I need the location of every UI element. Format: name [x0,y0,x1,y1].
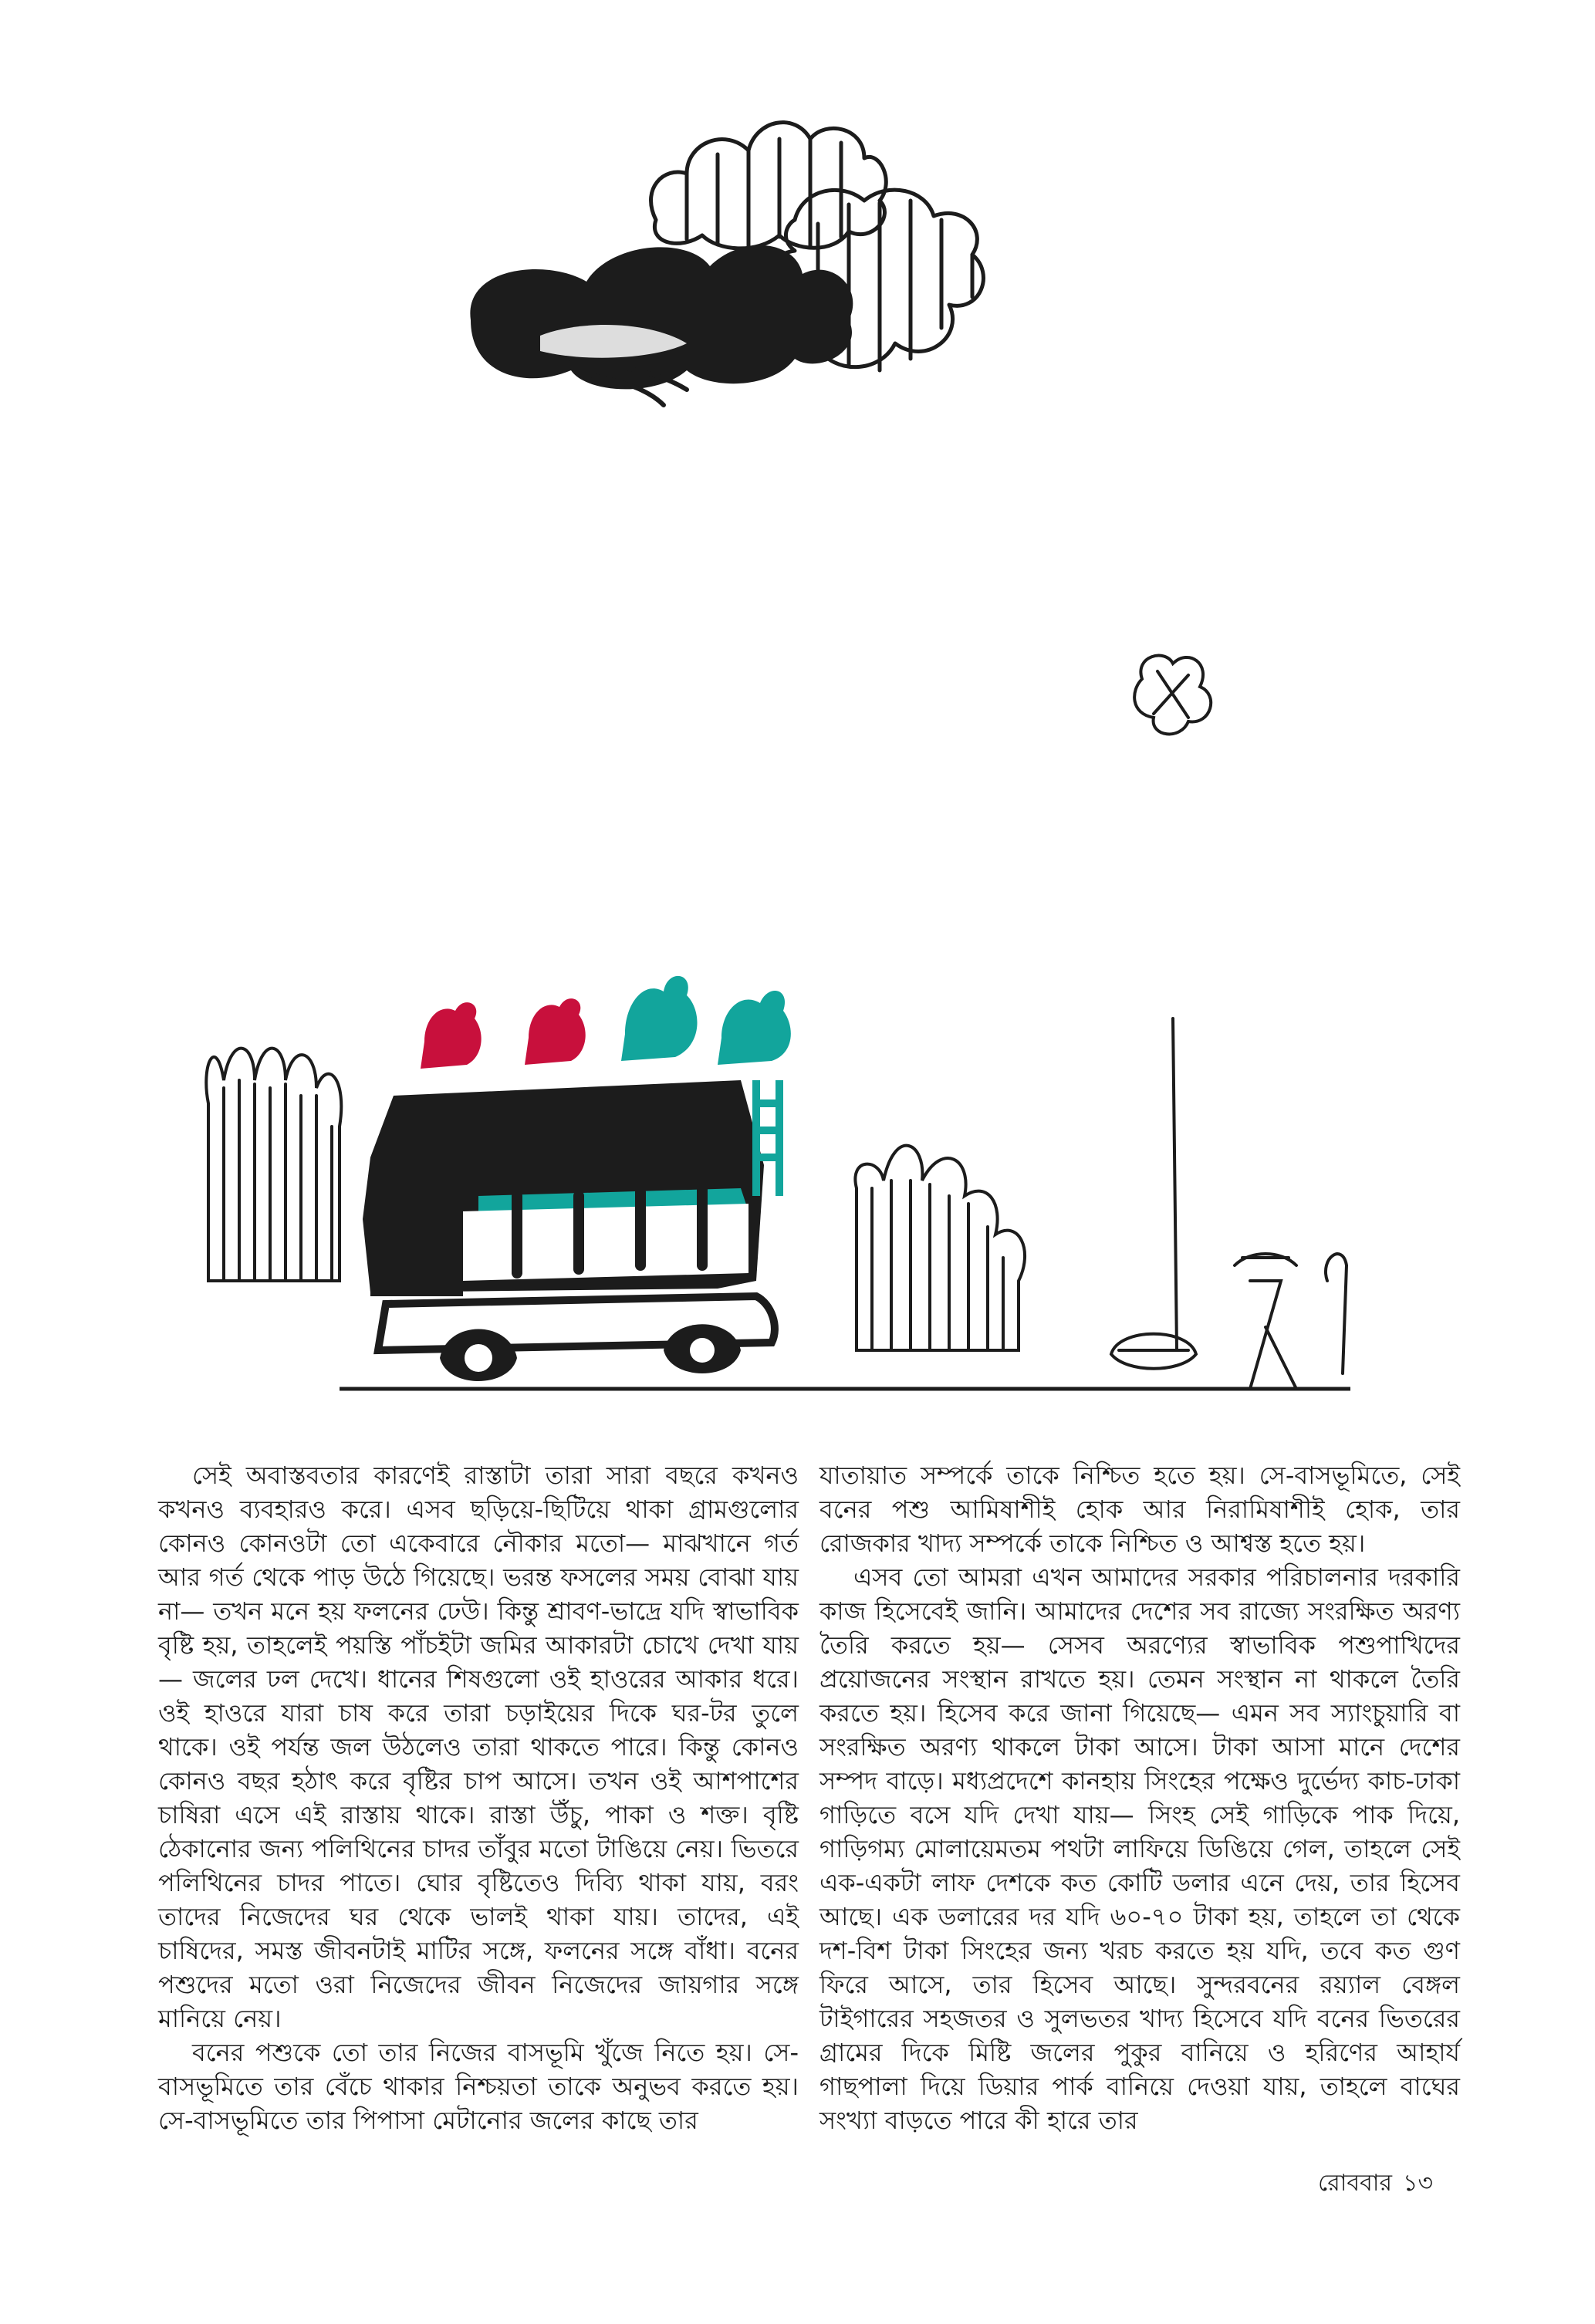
article-right-column [819,1458,1460,2137]
page-footer [1307,2168,1433,2199]
magazine-name: রোববার [1318,2170,1393,2197]
paragraph: এসব তো আমরা এখন আমাদের সরকার পরিচালনার দরকারি কাজ হিসেবেই জানি। আমাদের দেশের সব রাজ্যে সংরক্ষিত অরণ্য তৈরি করতে হয়— সেসব অরণ্যের স্বাভাবিক পশুপাখিদের প্রয়োজনের সংস্থান রাখতে হয়। তেমন সংস্থান না থাকলে তৈরি করতে হয়। হিসেব করে জানা গিয়েছে— এমন সব স্যাংচুয়ারি বা সংরক্ষিত অরণ্য থাকলে টাকা আসে। টাকা আসা মানে দেশের সম্পদ বাড়ে। মধ্যপ্রদেশে কানহায় সিংহের পক্ষেও দুর্ভেদ্য কাচ-ঢাকা গাড়িতে বসে যদি দেখা যায়— সিংহ সেই গাড়িকে পাক দিয়ে, গাড়িগম্য মোলায়েমতম পথটা লাফিয়ে ডিঙিয়ে গেল, তাহলে সেই এক-একটা লাফ দেশকে কত কোটি ডলার এনে দেয়, তার হিসেব আছে। এক ডলারের দর যদি ৬০-৭০ টাকা হয়, তাহলে তা থেকে দশ-বিশ টাকা সিংহের জন্য খরচ করতে হয় যদি, তবে কত গুণ ফিরে আসে, তার হিসেব আছে। সুন্দরবনের রয়্যাল বেঙ্গল টাইগারের সহজতর ও সুলভতর খাদ্য হিসেবে যদি বনের ভিতরের গ্রামের দিকে মিষ্টি জলের পুকুর বানিয়ে ও হরিণের আহার্য গাছপালা দিয়ে ডিয়ার পার্ক বানিয়ে দেওয়া যায়, তাহলে বাঘের সংখ্যা বাড়তে পারে কী হারে তার [819,1562,1460,2135]
article-left-column [158,1458,799,2137]
paragraph: বনের পশুকে তো তার নিজের বাসভূমি খুঁজে নিতে হয়। সে-বাসভূমিতে তার বেঁচে থাকার নিশ্চয়তা তাকে অনুভব করতে হয়। সে-বাসভূমিতে তার পিপাসা মেটানোর জলের কাছে তার [158,2038,799,2135]
paragraph: সেই অবাস্তবতার কারণেই রাস্তাটা তারা সারা বছরে কখনও কখনও ব্যবহারও করে। এসব ছড়িয়ে-ছিটিয়ে থাকা গ্রামগুলোর কোনও কোনওটা তো একেবারে নৌকার মতো— মাঝখানে গর্ত আর গর্ত থেকে পাড় উঠে গিয়েছে। ভরন্ত ফসলের সময় বোঝা যায় না— তখন মনে হয় ফলনের ঢেউ। কিন্তু শ্রাবণ-ভাদ্রে যদি স্বাভাবিক বৃষ্টি হয়, তাহলেই পয়স্তি পাঁচইটা জমির আকারটা চোখে দেখা যায়— জলের ঢল দেখে। ধানের শিষগুলো ওই হাওরের আকার ধরে। ওই হাওরে যারা চাষ করে তারা চড়াইয়ের দিকে ঘর-টর তুলে থাকে। ওই পর্যন্ত জল উঠলেও তারা থাকতে পারে। কিন্তু কোনও কোনও বছর হঠাৎ করে বৃষ্টির চাপ আসে। তখন ওই আশপাশের চাষিরা এসে এই রাস্তায় থাকে। রাস্তা উঁচু, পাকা ও শক্ত। বৃষ্টি ঠেকানোর জন্য পলিথিনের চাদর তাঁবুর মতো টাঙিয়ে নেয়। ভিতরে পলিথিনের চাদর পাতে। ঘোর বৃষ্টিতেও দিব্যি থাকা যায়, বরং তাদের নিজেদের ঘর থেকে ভালই থাকা যায়। তাদের, এই চাষিদের, সমস্ত জীবনটাই মাটির সঙ্গে, ফলনের সঙ্গে বাঁধা। বনের পশুদের মতো ওরা নিজেদের জীবন নিজেদের জায়গার সঙ্গে মানিয়ে নেয়। [158,1461,799,2033]
cloud-illustration [432,66,1528,498]
bus-illustration [185,586,1435,1404]
page-number: ১৩ [1403,2170,1433,2197]
paragraph: যাতায়াত সম্পর্কে তাকে নিশ্চিত হতে হয়। সে-বাসভূমিতে, সেই বনের পশু আমিষাশীই হোক আর নিরামিষাশীই হোক, তার রোজকার খাদ্য সম্পর্কে তাকে নিশ্চিত ও আশ্বস্ত হতে হয়। [819,1461,1460,1558]
